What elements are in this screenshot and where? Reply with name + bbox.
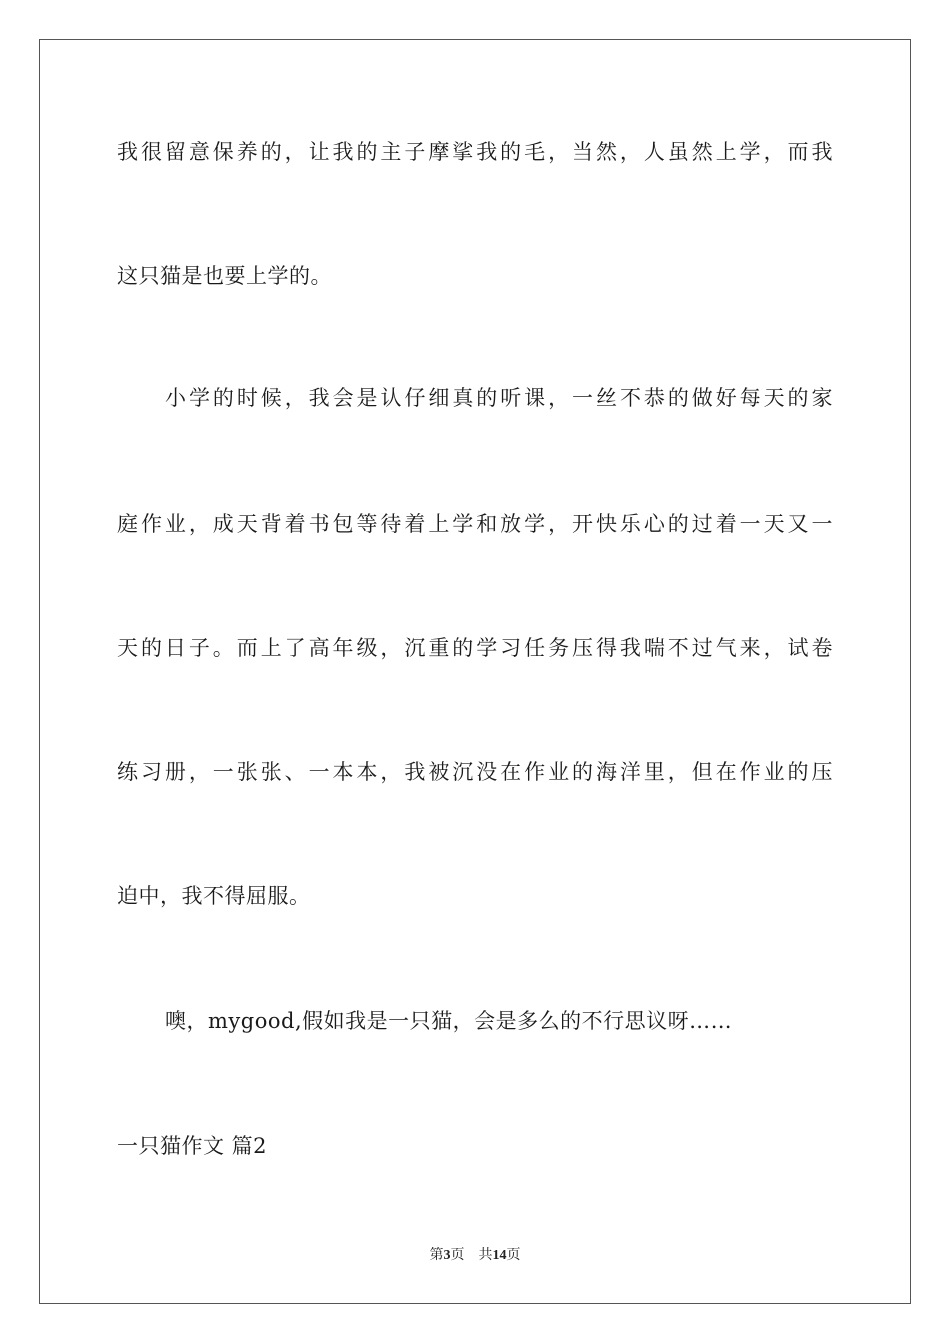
paragraph-line-6: 练习册，一张张、一本本，我被沉没在作业的海洋里，但在作业的压 — [117, 760, 833, 784]
paragraph-line-4: 庭作业，成天背着书包等待着上学和放学，开快乐心的过着一天又一 — [117, 512, 833, 536]
page-frame — [39, 39, 911, 1304]
footer-page-prefix: 第 — [429, 1248, 444, 1263]
page-footer — [0, 1246, 950, 1266]
paragraph-line-3: 小学的时候，我会是认仔细真的听课，一丝不恭的做好每天的家 — [165, 386, 833, 410]
footer-page-suffix: 页 — [450, 1248, 465, 1263]
paragraph-line-7: 迫中，我不得屈服。 — [117, 884, 311, 908]
footer-page-number: 3 — [443, 1248, 451, 1263]
paragraph-line-1: 我很留意保养的，让我的主子摩挲我的毛，当然，人虽然上学，而我 — [117, 140, 833, 164]
footer-total-prefix: 共 — [478, 1248, 493, 1263]
section-heading: 一只猫作文 篇2 — [117, 1134, 268, 1158]
paragraph-line-8: 噢，mygood,假如我是一只猫，会是多么的不行思议呀…… — [165, 1009, 733, 1033]
paragraph-line-5: 天的日子。而上了高年级，沉重的学习任务压得我喘不过气来，试卷 — [117, 636, 833, 660]
footer-total-number: 14 — [492, 1248, 507, 1263]
footer-total-suffix: 页 — [506, 1248, 521, 1263]
paragraph-line-2: 这只猫是也要上学的。 — [117, 264, 332, 288]
